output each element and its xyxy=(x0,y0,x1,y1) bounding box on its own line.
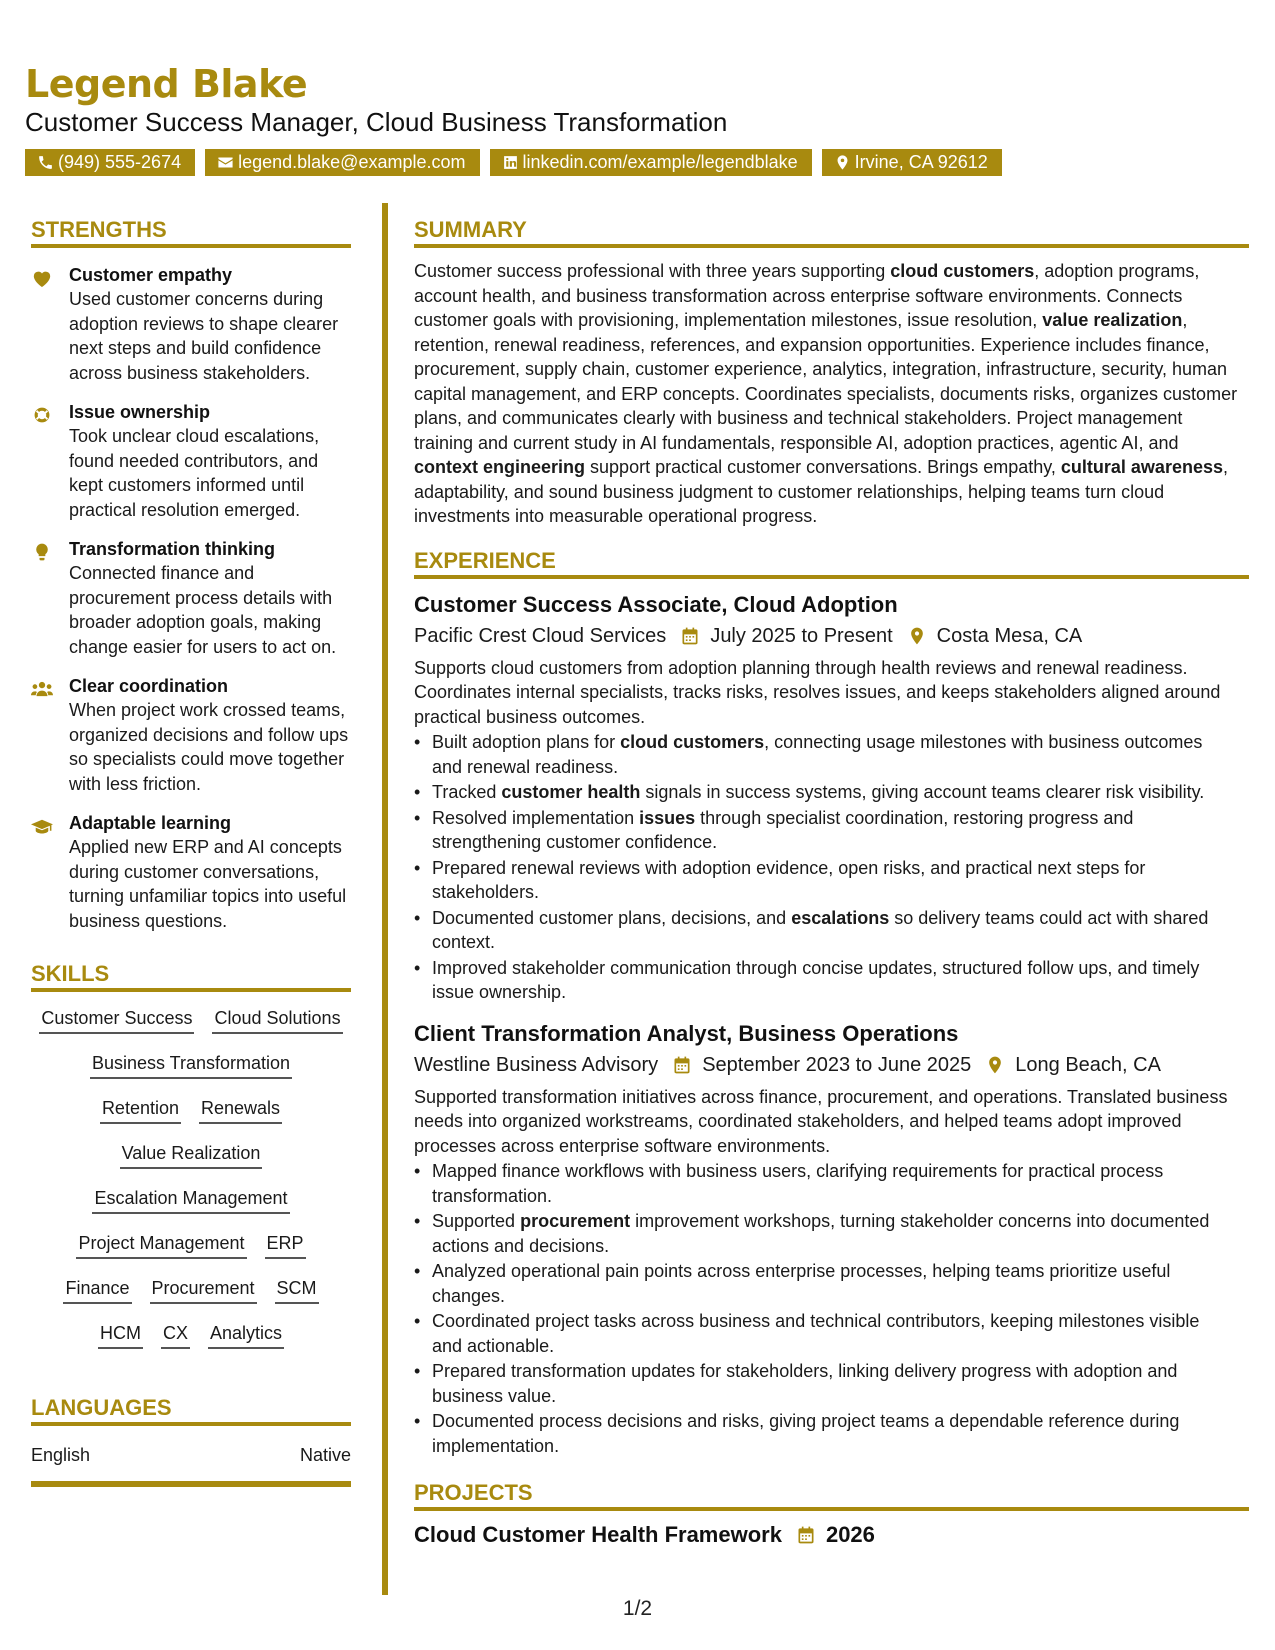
job-company: Westline Business Advisory xyxy=(414,1053,659,1076)
languages-heading: LANGUAGES xyxy=(31,1390,351,1426)
job-location: Long Beach, CA xyxy=(1015,1053,1161,1076)
language-level: Native xyxy=(299,1445,351,1465)
skills-section xyxy=(31,956,353,1363)
skill-tag: Project Management xyxy=(76,1228,246,1259)
projects-heading: PROJECTS xyxy=(414,1475,1249,1511)
envelope-icon xyxy=(217,154,234,171)
job-location: Costa Mesa, CA xyxy=(936,624,1083,647)
contact-location-text: Irvine, CA 92612 xyxy=(854,152,988,172)
strengths-section xyxy=(31,212,353,933)
strength-title: Adaptable learning xyxy=(69,813,232,833)
job-title: Customer Success Associate, Cloud Adoption xyxy=(414,591,898,617)
job-bullet: • Built adoption plans for cloud customers, connecting usage milestones with business outcomes and renewal readiness. xyxy=(414,730,1229,779)
job-bullet: • Analyzed operational pain points across enterprise processes, helping teams prioritize useful changes. xyxy=(414,1259,1229,1308)
job-company: Pacific Crest Cloud Services xyxy=(414,624,667,647)
job-bullets xyxy=(414,730,1249,1005)
candidate-name: Legend Blake xyxy=(25,62,308,106)
skill-tag: Retention xyxy=(100,1093,181,1124)
job-bullet: • Mapped finance workflows with business users, clarifying requirements for practical process transformation. xyxy=(414,1159,1229,1208)
experience-section xyxy=(414,543,1249,1459)
strength-title: Clear coordination xyxy=(69,676,229,696)
strength-item xyxy=(31,674,353,796)
contact-email[interactable] xyxy=(205,149,479,176)
project-year: 2026 xyxy=(825,1522,875,1547)
skill-tag: Renewals xyxy=(199,1093,282,1124)
project-item xyxy=(414,1520,1249,1550)
job-entry xyxy=(414,1019,1249,1459)
job-bullets xyxy=(414,1159,1249,1458)
skill-tag: Procurement xyxy=(150,1273,257,1304)
strength-item xyxy=(31,400,353,522)
job-bullet: • Improved stakeholder communication through concise updates, structured follow ups, and timely issue ownership. xyxy=(414,956,1229,1005)
strength-title: Transformation thinking xyxy=(69,539,276,559)
strength-text: Took unclear cloud escalations, found needed contributors, and kept customers informed until practical resolution emerged. xyxy=(69,426,320,520)
contact-email-text: legend.blake@example.com xyxy=(238,152,466,172)
heart-icon xyxy=(31,268,53,288)
strengths-heading: STRENGTHS xyxy=(31,212,351,248)
skill-tag: CX xyxy=(161,1318,190,1349)
linkedin-icon xyxy=(502,154,519,171)
job-description: Supported transformation initiatives across finance, procurement, and operations. Translated business needs into organized workstreams, coordinated stakeholders, and helped teams adopt improved processes across enterprise software environments. xyxy=(414,1086,1228,1156)
strength-item xyxy=(31,263,353,385)
job-bullet: • Supported procurement improvement workshops, turning stakeholder concerns into documented actions and decisions. xyxy=(414,1209,1229,1258)
strength-title: Customer empathy xyxy=(69,265,233,285)
contact-linkedin[interactable] xyxy=(490,149,812,176)
job-title: Client Transformation Analyst, Business Operations xyxy=(414,1020,959,1046)
users-icon xyxy=(31,679,53,699)
skill-tag: Customer Success xyxy=(39,1003,194,1034)
calendar-icon xyxy=(672,1055,692,1075)
phone-icon xyxy=(37,154,54,171)
skill-tag: SCM xyxy=(275,1273,319,1304)
job-bullet: • Tracked customer health signals in success systems, giving account teams clearer risk visibility. xyxy=(414,780,1229,805)
life-ring-icon xyxy=(31,405,53,425)
right-column xyxy=(414,212,1249,1550)
project-title: Cloud Customer Health Framework xyxy=(414,1522,782,1547)
contact-phone-text: (949) 555-2674 xyxy=(58,152,182,172)
location-pin-icon xyxy=(834,154,851,171)
language-name: English xyxy=(31,1445,91,1465)
skill-tag: Cloud Solutions xyxy=(212,1003,342,1034)
experience-heading: EXPERIENCE xyxy=(414,543,1249,579)
skill-tag: ERP xyxy=(265,1228,306,1259)
job-bullet: • Coordinated project tasks across business and technical contributors, keeping milestones visible and actionable. xyxy=(414,1309,1229,1358)
strength-text: Connected finance and procurement process details with broader adoption goals, making change easier for users to act on. xyxy=(69,563,337,657)
contact-bar xyxy=(25,149,1250,176)
job-dates: September 2023 to June 2025 xyxy=(702,1053,972,1076)
job-bullet: • Documented customer plans, decisions, and escalations so delivery teams could act with shared context. xyxy=(414,906,1229,955)
left-column xyxy=(31,212,353,1487)
job-description: Supports cloud customers from adoption planning through health reviews and renewal readiness. Coordinates internal specialists, tracks risks, resolves issues, and keeps stakeholders aligned around practical business outcomes. xyxy=(414,657,1221,727)
languages-section xyxy=(31,1390,353,1487)
projects-section xyxy=(414,1475,1249,1550)
contact-phone[interactable] xyxy=(25,149,195,176)
skills-heading: SKILLS xyxy=(31,956,351,992)
column-divider xyxy=(382,203,388,1595)
strength-text: Applied new ERP and AI concepts during customer conversations, turning unfamiliar topics into useful business questions. xyxy=(69,837,347,931)
job-bullet: • Prepared renewal reviews with adoption evidence, open risks, and practical next steps for stakeholders. xyxy=(414,856,1229,905)
candidate-headline: Customer Success Manager, Cloud Business Transformation xyxy=(25,107,728,137)
job-bullet: • Documented process decisions and risks, giving project teams a dependable reference during implementation. xyxy=(414,1409,1229,1458)
resume-header xyxy=(25,60,1250,176)
job-entry xyxy=(414,590,1249,1005)
strength-text: When project work crossed teams, organized decisions and follow ups so specialists could move together with less friction. xyxy=(69,700,349,794)
contact-location xyxy=(822,149,1002,176)
graduation-cap-icon xyxy=(31,816,53,836)
summary-text: Customer success professional with three years supporting cloud customers, adoption programs, account health, and business transformation across enterprise software environments. Connects customer goals with provisioning, implementation milestones, issue resolution, value realization, retention, renewal readiness, references, and expansion opportunities. Experience includes finance, procurement, supply chain, customer experience, analytics, integration, infrastructure, security, human capital management, and ERP concepts. Coordinates specialists, documents risks, organizes customer plans, and communicates clearly with business and technical stakeholders. Project management training and current study in AI fundamentals, responsible AI, adoption practices, agentic AI, and context engineering support practical customer conversations. Brings empathy, cultural awareness, adaptability, and sound business judgment to customer relationships, helping teams turn cloud investments into measurable operational progress. xyxy=(414,261,1238,526)
calendar-icon xyxy=(796,1525,816,1545)
job-bullet: • Prepared transformation updates for stakeholders, linking delivery progress with adoption and business value. xyxy=(414,1359,1229,1408)
skills-list xyxy=(31,1003,351,1363)
skill-tag: Finance xyxy=(63,1273,131,1304)
calendar-icon xyxy=(680,626,700,646)
strength-item xyxy=(31,537,353,659)
skill-tag: Value Realization xyxy=(120,1138,263,1169)
location-pin-icon xyxy=(985,1055,1005,1075)
contact-linkedin-text: linkedin.com/example/legendblake xyxy=(522,152,798,172)
summary-section xyxy=(414,212,1249,529)
strength-title: Issue ownership xyxy=(69,402,211,422)
page-number: 1/2 xyxy=(622,1597,653,1620)
skill-tag: Escalation Management xyxy=(92,1183,289,1214)
skill-tag: HCM xyxy=(98,1318,143,1349)
job-dates: July 2025 to Present xyxy=(710,624,893,647)
strength-text: Used customer concerns during adoption reviews to shape clearer next steps and build confidence across business stakeholders. xyxy=(69,289,339,383)
skill-tag: Business Transformation xyxy=(90,1048,292,1079)
lightbulb-icon xyxy=(31,542,53,562)
strength-item xyxy=(31,811,353,933)
job-bullet: • Resolved implementation issues through specialist coordination, restoring progress and strengthening customer confidence. xyxy=(414,806,1229,855)
language-item xyxy=(31,1440,351,1487)
summary-heading: SUMMARY xyxy=(414,212,1249,248)
skill-tag: Analytics xyxy=(208,1318,284,1349)
location-pin-icon xyxy=(907,626,927,646)
